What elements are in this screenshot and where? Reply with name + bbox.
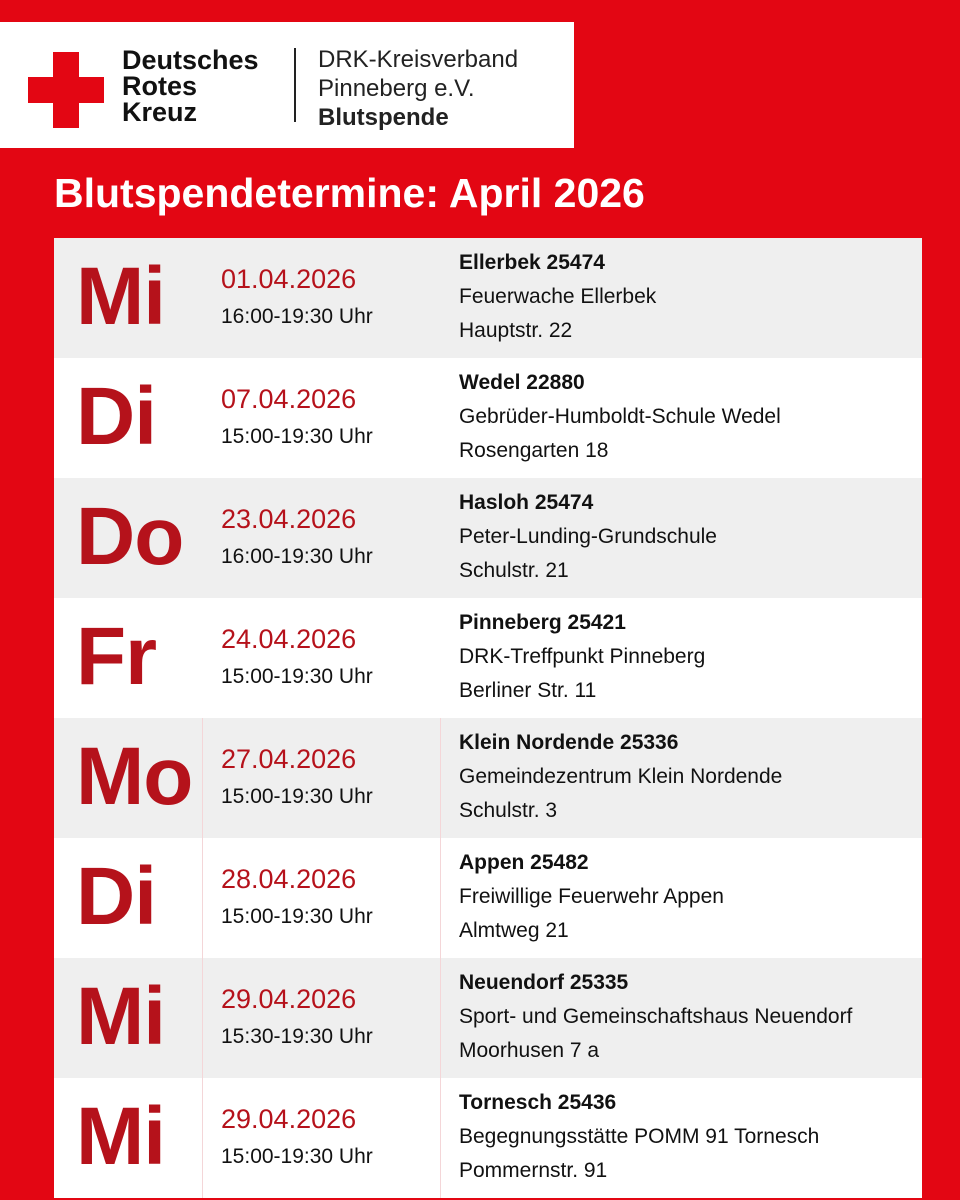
appointment-venue: Freiwillige Feuerwehr Appen bbox=[459, 885, 724, 908]
appointment-date: 28.04.2026 bbox=[221, 864, 357, 894]
appointment-place: Appen 25482 bbox=[459, 851, 589, 874]
column-divider bbox=[440, 958, 441, 1078]
weekday: Do bbox=[76, 491, 184, 582]
appointment-venue: Gebrüder-Humboldt-Schule Wedel bbox=[459, 405, 781, 428]
appointment-row bbox=[54, 478, 922, 598]
appointment-row bbox=[54, 838, 922, 958]
appointment-street: Pommernstr. 91 bbox=[459, 1159, 608, 1182]
appointment-date: 01.04.2026 bbox=[221, 264, 357, 294]
appointment-time: 15:00-19:30 Uhr bbox=[221, 1145, 373, 1168]
appointment-street: Moorhusen 7 a bbox=[459, 1039, 600, 1062]
weekday: Mi bbox=[76, 1091, 166, 1182]
appointment-row bbox=[54, 958, 922, 1078]
appointment-time: 15:00-19:30 Uhr bbox=[221, 785, 373, 808]
appointment-date: 29.04.2026 bbox=[221, 1104, 357, 1134]
header-logo-box bbox=[0, 22, 574, 148]
appointment-place: Pinneberg 25421 bbox=[459, 611, 626, 634]
appointment-venue: Feuerwache Ellerbek bbox=[459, 285, 657, 308]
org-name-line-2: Rotes bbox=[122, 71, 198, 101]
weekday: Mo bbox=[76, 731, 193, 822]
appointment-place: Ellerbek 25474 bbox=[459, 251, 605, 274]
appointment-street: Schulstr. 21 bbox=[459, 559, 569, 582]
org-name-line-3: Kreuz bbox=[122, 97, 198, 127]
appointment-date: 07.04.2026 bbox=[221, 384, 357, 414]
column-divider bbox=[202, 838, 203, 958]
org-name-line-1: Deutsches bbox=[122, 45, 259, 75]
page-title: Blutspendetermine: April 2026 bbox=[54, 170, 645, 216]
appointment-time: 15:00-19:30 Uhr bbox=[221, 665, 373, 688]
appointment-place: Neuendorf 25335 bbox=[459, 971, 629, 994]
appointment-venue: Gemeindezentrum Klein Nordende bbox=[459, 765, 783, 788]
appointment-venue: Begegnungsstätte POMM 91 Tornesch bbox=[459, 1125, 820, 1148]
organization-name bbox=[122, 47, 259, 125]
appointment-row bbox=[54, 718, 922, 838]
appointment-street: Berliner Str. 11 bbox=[459, 679, 597, 702]
appointment-row bbox=[54, 358, 922, 478]
column-divider bbox=[440, 838, 441, 958]
branch-line-2: Pinneberg e.V. bbox=[318, 75, 475, 102]
appointment-time: 15:30-19:30 Uhr bbox=[221, 1025, 373, 1048]
weekday: Mi bbox=[76, 251, 166, 342]
weekday: Mi bbox=[76, 971, 166, 1062]
appointment-row bbox=[54, 598, 922, 718]
appointment-date: 27.04.2026 bbox=[221, 744, 357, 774]
weekday: Di bbox=[76, 851, 156, 942]
appointment-row bbox=[54, 1078, 922, 1198]
column-divider bbox=[440, 1078, 441, 1198]
column-divider bbox=[202, 718, 203, 838]
appointment-venue: DRK-Treffpunkt Pinneberg bbox=[459, 645, 706, 668]
appointment-time: 16:00-19:30 Uhr bbox=[221, 305, 373, 328]
branch-line-3: Blutspende bbox=[318, 104, 449, 131]
branch-name bbox=[318, 45, 518, 132]
appointment-place: Wedel 22880 bbox=[459, 371, 585, 394]
appointment-venue: Sport- und Gemeinschaftshaus Neuendorf bbox=[459, 1005, 853, 1028]
appointment-row bbox=[54, 238, 922, 358]
appointment-place: Hasloh 25474 bbox=[459, 491, 594, 514]
appointment-street: Schulstr. 3 bbox=[459, 799, 558, 822]
appointment-street: Hauptstr. 22 bbox=[459, 319, 573, 342]
weekday: Fr bbox=[76, 611, 156, 702]
branch-line-1: DRK-Kreisverband bbox=[318, 46, 519, 73]
appointment-venue: Peter-Lunding-Grundschule bbox=[459, 525, 717, 548]
appointment-place: Tornesch 25436 bbox=[459, 1091, 617, 1114]
appointment-date: 24.04.2026 bbox=[221, 624, 357, 654]
appointment-place: Klein Nordende 25336 bbox=[459, 731, 679, 754]
column-divider bbox=[202, 1078, 203, 1198]
appointment-street: Rosengarten 18 bbox=[459, 439, 609, 462]
appointment-street: Almtweg 21 bbox=[459, 919, 569, 942]
weekday: Di bbox=[76, 371, 156, 462]
appointment-time: 15:00-19:30 Uhr bbox=[221, 425, 373, 448]
appointment-date: 29.04.2026 bbox=[221, 984, 357, 1014]
red-cross-icon bbox=[28, 52, 104, 128]
column-divider bbox=[202, 958, 203, 1078]
appointment-date: 23.04.2026 bbox=[221, 504, 357, 534]
column-divider bbox=[440, 718, 441, 838]
appointments-table bbox=[54, 238, 922, 1198]
logo-divider bbox=[294, 48, 296, 122]
appointment-time: 16:00-19:30 Uhr bbox=[221, 545, 373, 568]
appointment-time: 15:00-19:30 Uhr bbox=[221, 905, 373, 928]
